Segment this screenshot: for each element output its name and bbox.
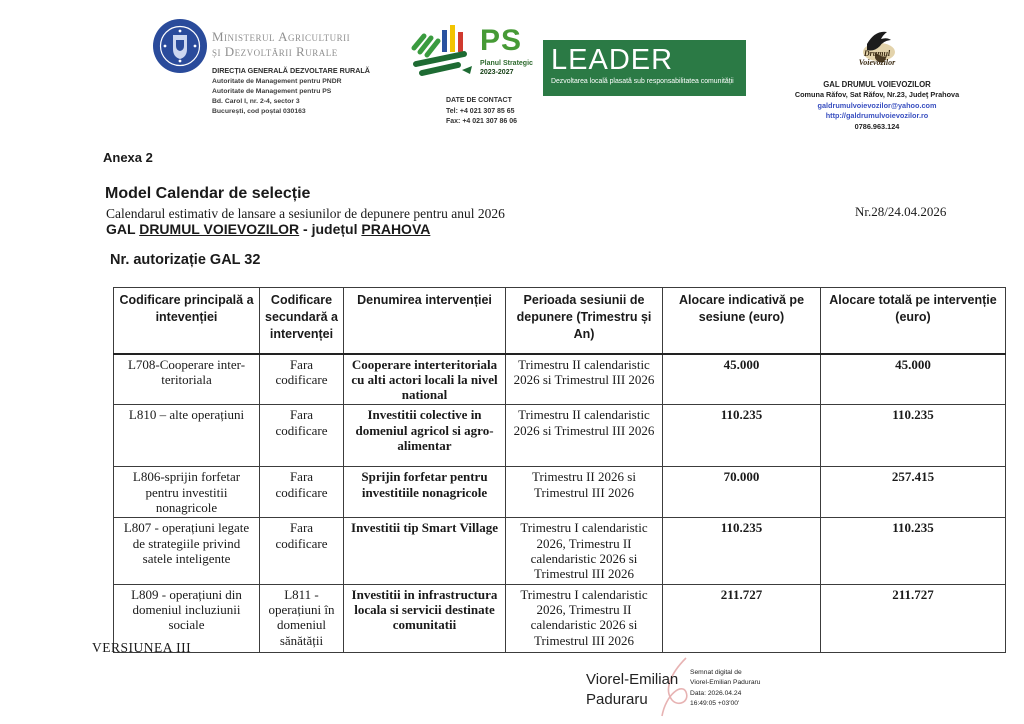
signer-name: Viorel-Emilian Paduraru	[586, 671, 679, 708]
col-header-codificare-secundara: Codificare secundară a intervenței	[260, 288, 344, 354]
ministry-name-line1: Ministerul Agriculturii	[212, 29, 351, 44]
cell-alocare-totala: 110.235	[821, 518, 1006, 584]
cell-alocare-totala: 257.415	[821, 467, 1006, 518]
svg-text:Voievozilor: Voievozilor	[858, 58, 896, 67]
cell-cod-principal: L708-Cooperare inter-teritoriala	[114, 354, 260, 405]
ministry-department-block	[212, 66, 402, 118]
cell-denumire: Investitii tip Smart Village	[344, 518, 506, 584]
signature-details	[690, 668, 761, 710]
government-seal-icon	[152, 18, 208, 74]
cell-cod-secundar: Fara codificare	[260, 467, 344, 518]
cell-cod-secundar: Fara codificare	[260, 405, 344, 467]
ministry-dept-line: Bd. Carol I, nr. 2-4, sector 3	[212, 98, 300, 106]
cell-denumire: Sprijin forfetar pentru investitiile nonagricole	[344, 467, 506, 518]
cell-perioada: Trimestru II calendaristic 2026 si Trimestrul III 2026	[506, 405, 663, 467]
signature-detail-line: Data: 2026.04.24	[690, 689, 742, 697]
table-row	[114, 354, 1006, 405]
signature-detail-line: 16:49:05 +03'00'	[690, 700, 740, 708]
ps-wheat-icon	[408, 22, 476, 87]
ps-program-years: 2023-2027	[480, 69, 514, 76]
authorization-number: Nr. autorizație GAL 32	[110, 252, 261, 268]
page-title: Model Calendar de selecție	[105, 185, 311, 202]
cell-alocare-totala: 110.235	[821, 405, 1006, 467]
cell-cod-principal: L810 – alte operațiuni	[114, 405, 260, 467]
table-row	[114, 518, 1006, 584]
gal-email-link[interactable]: galdrumulvoievozilor@yahoo.com	[817, 100, 937, 110]
version-label: VERSIUNEA III	[92, 640, 192, 655]
col-header-alocare-totala: Alocare totală pe intervenție (euro)	[821, 288, 1006, 354]
annex-label: Anexa 2	[103, 150, 153, 165]
gal-title-name: DRUMUL VOIEVOZILOR	[139, 221, 300, 237]
cell-cod-principal: L807 - operațiuni legate de strategiile privind satele inteligente	[114, 518, 260, 584]
cell-cod-principal: L806-sprijin forfetar pentru investitii nonagricole	[114, 467, 260, 518]
table-row	[114, 584, 1006, 652]
cell-denumire: Cooperare interteritoriala cu alti actori locali la nivel national	[344, 354, 506, 405]
reference-number: Nr.28/24.04.2026	[855, 204, 947, 219]
cell-perioada: Trimestru II calendaristic 2026 si Trimestrul III 2026	[506, 354, 663, 405]
cell-alocare-sesiune: 211.727	[663, 584, 821, 652]
cell-alocare-sesiune: 110.235	[663, 518, 821, 584]
col-header-denumire: Denumirea intervenției	[344, 288, 506, 354]
gal-title-line	[106, 221, 430, 237]
cell-perioada: Trimestru I calendaristic 2026, Trimestru II calendaristic 2026 si Trimestrul III 2026	[506, 518, 663, 584]
gal-bird-logo-icon	[845, 22, 909, 79]
leader-logo-banner	[543, 40, 746, 96]
gal-name: GAL DRUMUL VOIEVOZILOR	[823, 80, 931, 89]
gal-website-link[interactable]: http://galdrumulvoievozilor.ro	[825, 111, 929, 121]
cell-cod-secundar: Fara codificare	[260, 354, 344, 405]
cell-alocare-sesiune: 110.235	[663, 405, 821, 467]
gal-title-middle: - județul	[299, 221, 362, 237]
cell-alocare-sesiune: 70.000	[663, 467, 821, 518]
leader-title: LEADER	[551, 44, 674, 76]
table-row	[114, 405, 1006, 467]
cell-perioada: Trimestru I calendaristic 2026, Trimestru II calendaristic 2026 si Trimestrul III 2026	[506, 584, 663, 652]
signature-detail-line: Viorel-Emilian Paduraru	[690, 679, 761, 687]
signature-detail-line: Semnat digital de	[690, 669, 742, 676]
ps-program-name: Planul Strategic	[480, 60, 533, 67]
cell-alocare-sesiune: 45.000	[663, 354, 821, 405]
cell-perioada: Trimestru II 2026 si Trimestrul III 2026	[506, 467, 663, 518]
ps-logo-text: PS	[480, 24, 523, 57]
ministry-dept-line: DIRECȚIA GENERALĂ DEZVOLTARE RURALĂ	[212, 66, 370, 75]
col-header-perioada: Perioada sesiunii de depunere (Trimestru și An)	[506, 288, 663, 354]
cell-cod-secundar: L811 - operațiuni în domeniul sănătății	[260, 584, 344, 652]
ministry-name-line2: și Dezvoltării Rurale	[212, 43, 338, 59]
gal-contact-block	[762, 79, 992, 133]
selection-calendar-table	[113, 287, 1006, 653]
gal-address: Comuna Răfov, Sat Răfov, Nr.23, Judeţ Prahova	[794, 90, 960, 100]
ps-contact-block	[446, 96, 517, 128]
svg-text:Drumul: Drumul	[863, 49, 891, 58]
col-header-alocare-sesiune: Alocare indicativă pe sesiune (euro)	[663, 288, 821, 354]
gal-title-prefix: GAL	[106, 221, 140, 237]
digital-signature-block	[586, 660, 816, 720]
table-header-row	[114, 288, 1006, 354]
gal-title-county: PRAHOVA	[361, 221, 431, 237]
cell-cod-secundar: Fara codificare	[260, 518, 344, 584]
ps-contact-tel: Tel: +4 021 307 85 65	[446, 107, 515, 115]
cell-cod-principal: L809 - operațiuni din domeniul incluziunii sociale	[114, 584, 260, 652]
cell-denumire: Investitii colective in domeniul agricol si agro-alimentar	[344, 405, 506, 467]
col-header-codificare-principala: Codificare principală a intevenției	[114, 288, 260, 354]
leader-subtitle: Dezvoltarea locală plasată sub responsabilitatea comunității	[551, 78, 734, 85]
table-row	[114, 467, 1006, 518]
gal-phone: 0786.963.124	[854, 122, 900, 132]
ministry-name	[212, 30, 387, 60]
ps-contact-fax: Fax: +4 021 307 86 06	[446, 118, 518, 125]
gal-logo-block	[762, 22, 992, 133]
cell-denumire: Investitii in infrastructura locala si servicii destinate comunitatii	[344, 584, 506, 652]
page-subtitle: Calendarul estimativ de lansare a sesiunilor de depunere pentru anul 2026	[106, 206, 505, 221]
cell-alocare-totala: 45.000	[821, 354, 1006, 405]
cell-alocare-totala: 211.727	[821, 584, 1006, 652]
ps-contact-title: DATE DE CONTACT	[446, 97, 512, 104]
ministry-dept-line: Autoritate de Management pentru PS	[212, 87, 332, 95]
ministry-dept-line: Autoritate de Management pentru PNDR	[212, 77, 342, 85]
ministry-dept-line: București, cod poștal 030163	[212, 108, 306, 116]
